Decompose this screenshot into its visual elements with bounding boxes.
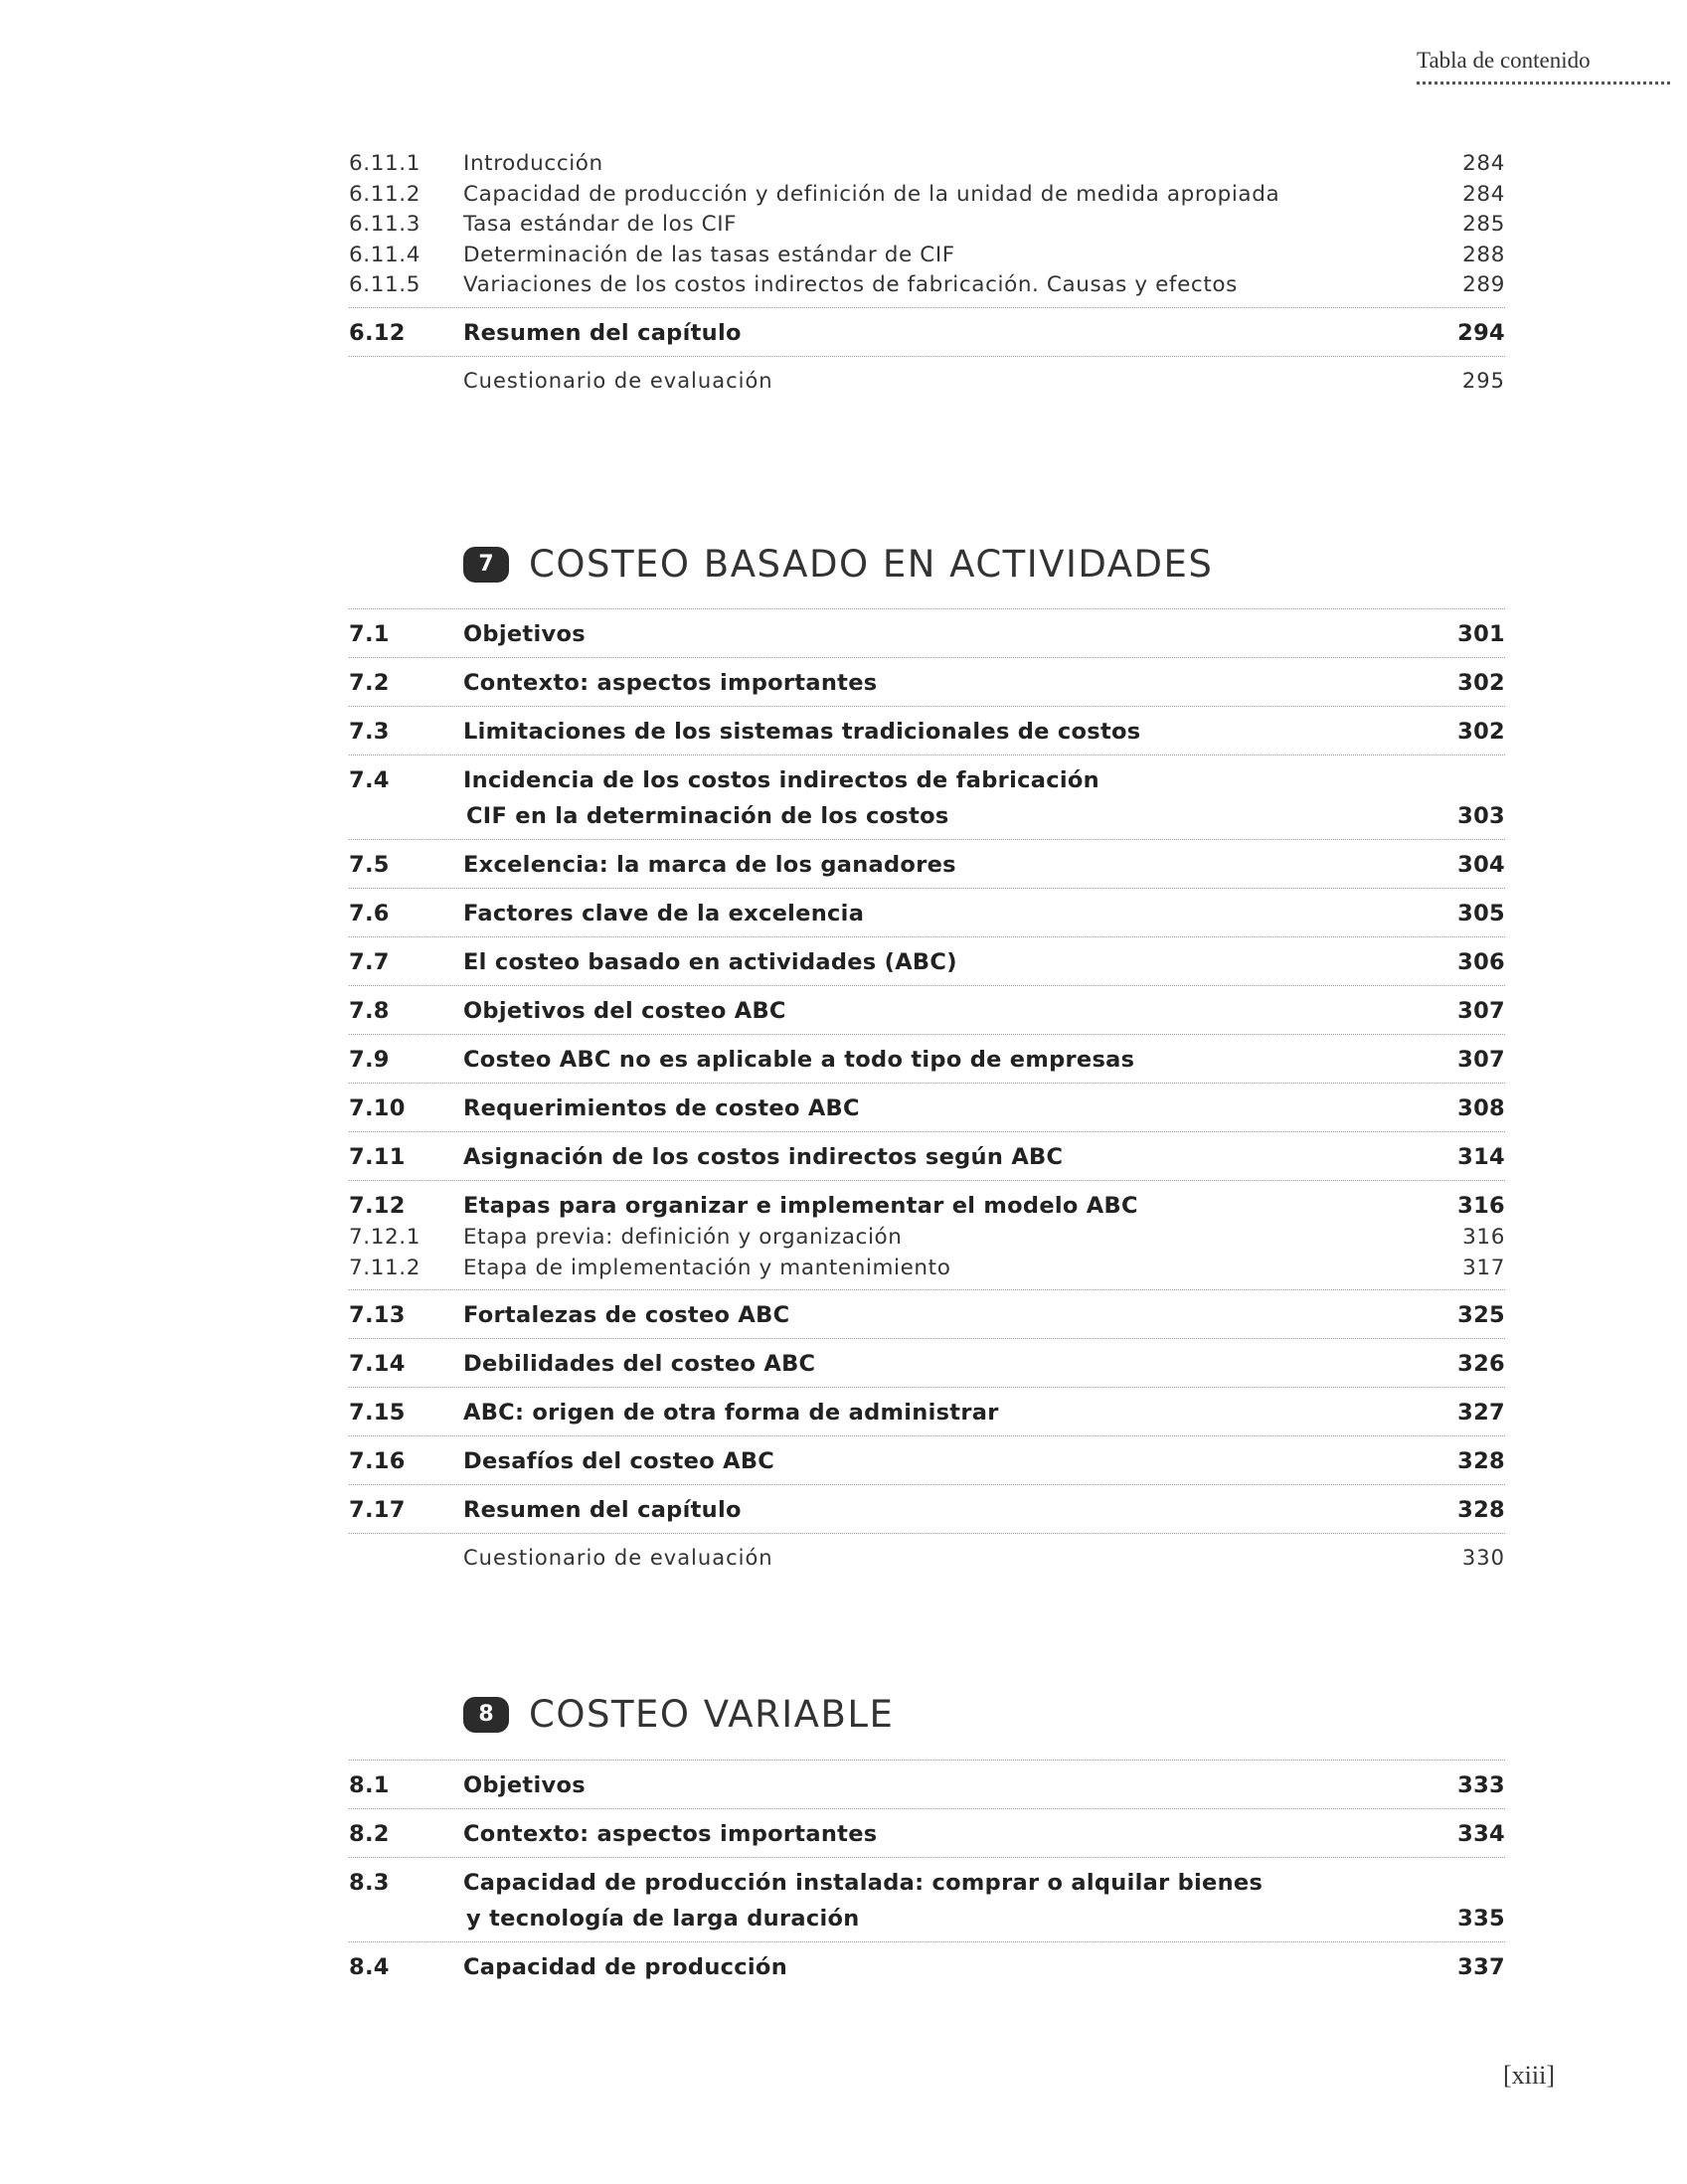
toc-entry[interactable]: 7.6 Factores clave de la excelencia 305	[349, 889, 1505, 937]
toc-entry[interactable]: 7.14 Debilidades del costeo ABC 326	[349, 1339, 1505, 1388]
toc-entry[interactable]: 8.2 Contexto: aspectos importantes 334	[349, 1809, 1505, 1858]
toc-entry[interactable]: 8.4 Capacidad de producción 337	[349, 1954, 1505, 1980]
running-head: Tabla de contenido	[1417, 48, 1670, 84]
toc-chapter-7	[349, 608, 1505, 1580]
toc-entry[interactable]: 7.4 Incidencia de los costos indirectos de fabricación CIF en la determinación de los costos 303	[349, 756, 1505, 840]
toc-subentry[interactable]: 6.11.1 Introducción 284	[349, 151, 1505, 176]
toc-entry[interactable]: 7.11 Asignación de los costos indirectos según ABC 314	[349, 1132, 1505, 1181]
toc-subentry[interactable]: 6.11.5 Variaciones de los costos indirectos de fabricación. Causas y efectos 289	[349, 272, 1505, 297]
toc-chapter-8	[349, 1760, 1505, 1990]
toc-entry[interactable]: 7.2 Contexto: aspectos importantes 302	[349, 658, 1505, 707]
toc-entry[interactable]: 7.5 Excelencia: la marca de los ganadores 304	[349, 840, 1505, 889]
toc-entry[interactable]: 7.8 Objetivos del costeo ABC 307	[349, 986, 1505, 1035]
toc-entry[interactable]: 7.15 ABC: origen de otra forma de administrar 327	[349, 1388, 1505, 1436]
chapter-number-badge: 7	[463, 547, 509, 583]
toc-entry[interactable]: 6.12 Resumen del capítulo 294	[349, 308, 1505, 357]
toc-evaluation-entry[interactable]: Cuestionario de evaluación 295	[463, 368, 1505, 393]
toc-entry[interactable]: 7.9 Costeo ABC no es aplicable a todo tipo de empresas 307	[349, 1035, 1505, 1084]
toc-entry[interactable]: 7.17 Resumen del capítulo 328	[349, 1485, 1505, 1534]
toc-entry[interactable]: 7.13 Fortalezas de costeo ABC 325	[349, 1290, 1505, 1339]
toc-evaluation-entry[interactable]: Cuestionario de evaluación 330	[463, 1546, 1505, 1570]
toc-entry[interactable]: 7.7 El costeo basado en actividades (ABC) 306	[349, 937, 1505, 986]
toc-entry[interactable]: 7.16 Desafíos del costeo ABC 328	[349, 1436, 1505, 1485]
toc-subentry[interactable]: 7.11.2 Etapa de implementación y mantenimiento 317	[349, 1255, 1505, 1280]
toc-subentry[interactable]: 6.11.3 Tasa estándar de los CIF 285	[349, 212, 1505, 237]
toc-entry[interactable]: 7.1 Objetivos 301	[349, 609, 1505, 658]
toc-entry[interactable]: 7.3 Limitaciones de los sistemas tradicionales de costos 302	[349, 707, 1505, 756]
toc-entry[interactable]: 7.12 Etapas para organizar e implementar el modelo ABC 316	[349, 1193, 1505, 1219]
toc-block-6	[349, 149, 1505, 403]
chapter-number-badge: 8	[463, 1697, 509, 1733]
toc-subentry[interactable]: 7.12.1 Etapa previa: definición y organización 316	[349, 1225, 1505, 1250]
toc-entry[interactable]: 7.10 Requerimientos de costeo ABC 308	[349, 1084, 1505, 1132]
toc-subentry[interactable]: 6.11.2 Capacidad de producción y definición de la unidad de medida apropiada 284	[349, 181, 1505, 207]
page-number: [xiii]	[1503, 2061, 1555, 2090]
toc-subentry[interactable]: 6.11.4 Determinación de las tasas estándar de CIF 288	[349, 242, 1505, 267]
chapter-title: COSTEO VARIABLE	[529, 1693, 895, 1736]
chapter-title: COSTEO BASADO EN ACTIVIDADES	[529, 543, 1214, 586]
chapter-heading-7	[463, 543, 1213, 586]
toc-entry[interactable]: 8.3 Capacidad de producción instalada: comprar o alquilar bienes y tecnología de larga duración 335	[349, 1858, 1505, 1942]
toc-entry[interactable]: 8.1 Objetivos 333	[349, 1761, 1505, 1809]
subsection-group-6-11	[349, 149, 1505, 308]
chapter-heading-8	[463, 1693, 894, 1736]
toc-entry-group-7-12	[349, 1181, 1505, 1290]
